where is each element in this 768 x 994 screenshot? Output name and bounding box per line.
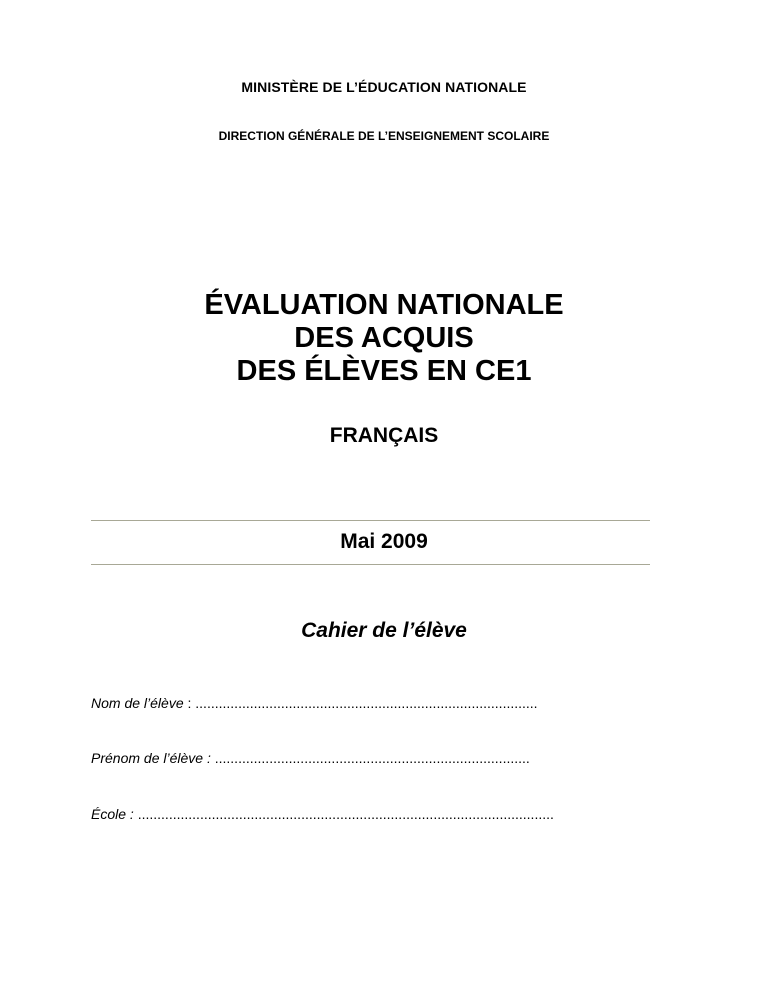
student-firstname-dots: .................................................................................: [214, 750, 530, 766]
student-name-label: Nom de l’élève: [91, 695, 184, 711]
student-name-dots: ........................................................................................: [195, 695, 538, 711]
school-label: École :: [91, 806, 138, 822]
title-line-3: DES ÉLÈVES EN CE1: [236, 355, 532, 387]
title-line-1: ÉVALUATION NATIONALE: [204, 289, 564, 321]
student-name-separator: :: [183, 695, 196, 711]
student-firstname-label: Prénom de l’élève :: [91, 750, 215, 766]
school-field: [91, 806, 691, 822]
document-title: [0, 289, 768, 388]
student-name-field: [91, 695, 691, 711]
booklet-title: Cahier de l’élève: [301, 619, 467, 642]
direction-heading: DIRECTION GÉNÉRALE DE L’ENSEIGNEMENT SCOLAIRE: [218, 129, 550, 143]
date-label: Mai 2009: [340, 530, 428, 553]
ministry-heading: MINISTÈRE DE L’ÉDUCATION NATIONALE: [241, 79, 527, 95]
school-dots: ...........................................................................................................: [137, 806, 554, 822]
student-firstname-field: [91, 750, 691, 766]
date-rule-top: [91, 520, 650, 521]
subject-heading: FRANÇAIS: [329, 424, 439, 447]
title-line-2: DES ACQUIS: [294, 322, 474, 354]
date-rule-bottom: [91, 564, 650, 565]
